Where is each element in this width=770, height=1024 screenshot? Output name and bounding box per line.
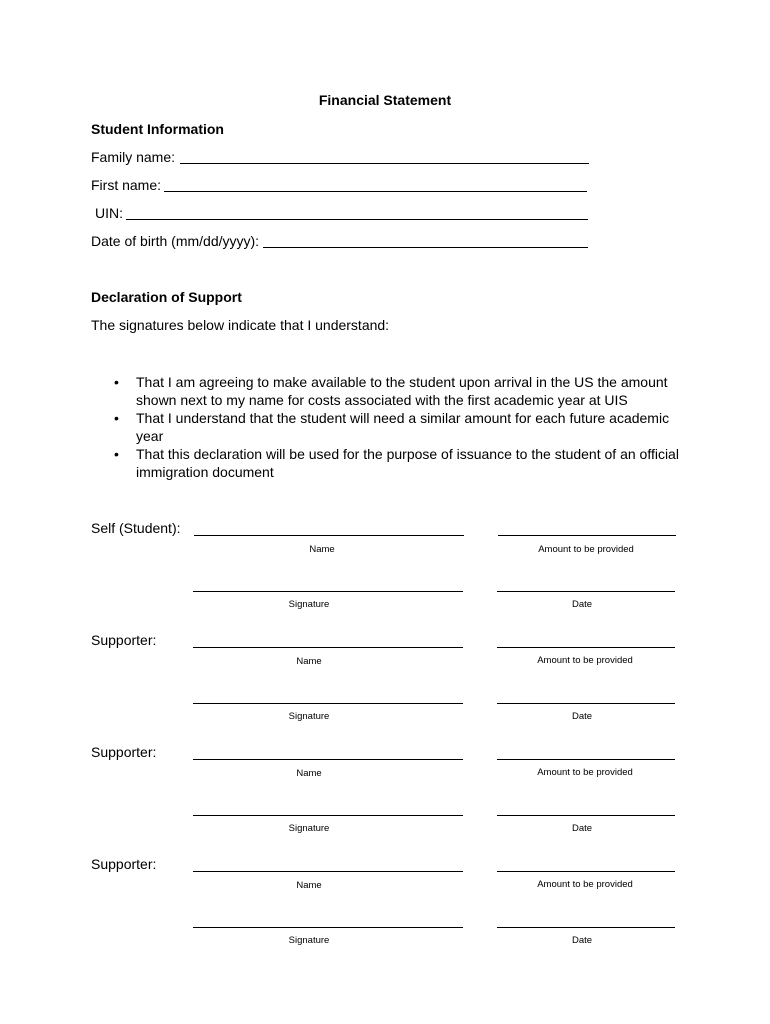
signature-block-label: Supporter:: [91, 856, 157, 872]
bullet-icon: •: [114, 374, 119, 390]
name-line[interactable]: [193, 647, 463, 648]
signature-line[interactable]: [193, 591, 463, 592]
student-info-heading: Student Information: [91, 121, 224, 137]
declaration-bullet: • That I am agreeing to make available to the student upon arrival in the US the amount shown next to my name for costs associated with the first academic year at UIS: [114, 374, 668, 408]
amount-caption: Amount to be provided: [537, 655, 633, 666]
declaration-intro: The signatures below indicate that I understand:: [91, 317, 390, 333]
signature-line[interactable]: [193, 927, 463, 928]
date-caption: Date: [571, 935, 593, 946]
family-name-field[interactable]: [180, 163, 589, 164]
name-caption: Name: [296, 768, 322, 779]
amount-line[interactable]: [497, 759, 675, 760]
uin-field[interactable]: [126, 219, 588, 220]
name-caption: Name: [296, 656, 322, 667]
dob-field[interactable]: [263, 247, 588, 248]
date-line[interactable]: [497, 815, 675, 816]
name-line[interactable]: [193, 759, 463, 760]
uin-label: UIN:: [95, 205, 123, 221]
signature-line[interactable]: [193, 703, 463, 704]
declaration-bullet-list: [114, 373, 694, 481]
first-name-field[interactable]: [164, 191, 587, 192]
declaration-bullet: • That this declaration will be used for the purpose of issuance to the student of an official immigration document: [114, 446, 679, 480]
signature-block-label: Supporter:: [91, 632, 157, 648]
name-caption: Name: [309, 544, 335, 555]
signature-block-label: Supporter:: [91, 744, 157, 760]
date-line[interactable]: [497, 927, 675, 928]
signature-caption: Signature: [288, 711, 330, 722]
amount-line[interactable]: [498, 535, 676, 536]
name-line[interactable]: [194, 535, 464, 536]
signature-caption: Signature: [288, 935, 330, 946]
date-caption: Date: [571, 711, 593, 722]
amount-caption: Amount to be provided: [537, 767, 633, 778]
amount-caption: Amount to be provided: [537, 879, 633, 890]
amount-line[interactable]: [497, 647, 675, 648]
bullet-icon: •: [114, 446, 119, 462]
date-caption: Date: [571, 823, 593, 834]
date-line[interactable]: [497, 703, 675, 704]
family-name-label: Family name:: [91, 149, 176, 165]
signature-caption: Signature: [288, 599, 330, 610]
signature-line[interactable]: [193, 815, 463, 816]
amount-caption: Amount to be provided: [538, 544, 634, 555]
document-title: Financial Statement: [318, 92, 452, 108]
declaration-bullet: • That I understand that the student will need a similar amount for each future academic year: [114, 410, 670, 444]
date-line[interactable]: [497, 591, 675, 592]
amount-line[interactable]: [497, 871, 675, 872]
bullet-icon: •: [114, 410, 119, 426]
name-caption: Name: [296, 880, 322, 891]
declaration-heading: Declaration of Support: [91, 289, 242, 305]
first-name-label: First name:: [91, 177, 162, 193]
date-caption: Date: [571, 599, 593, 610]
signature-block-label: Self (Student):: [91, 520, 181, 536]
signature-caption: Signature: [288, 823, 330, 834]
dob-label: Date of birth (mm/dd/yyyy):: [91, 233, 260, 249]
name-line[interactable]: [193, 871, 463, 872]
